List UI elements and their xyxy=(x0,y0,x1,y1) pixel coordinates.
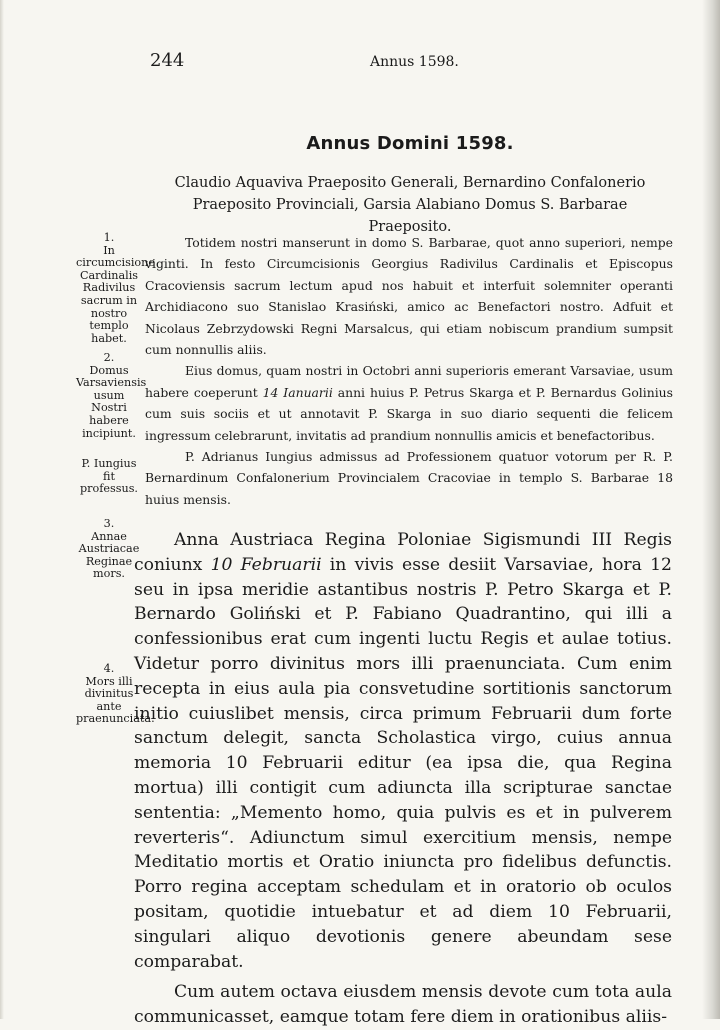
page-edge-left xyxy=(0,0,4,1019)
running-head xyxy=(150,50,650,72)
margin-note-2 xyxy=(76,351,147,440)
margin-note-text: P. Iungius fit professus. xyxy=(80,457,138,496)
margin-note-5 xyxy=(76,662,155,726)
margin-note-1 xyxy=(76,231,155,345)
page-number: 244 xyxy=(150,50,185,71)
margin-note-text: Domus Varsaviensis usum Nostri habere incipiunt. xyxy=(76,363,147,440)
body-large xyxy=(134,528,672,1030)
running-title: Annus 1598. xyxy=(370,54,459,70)
margin-note-4 xyxy=(76,518,142,581)
margin-note-number: 4. xyxy=(103,662,115,675)
chapter-title: Annus Domini 1598. xyxy=(306,133,514,154)
chapter-subtitle: Claudio Aquaviva Praeposito Generali, Bernardino Confalonerio Praeposito Provinciali, Garsia Alabiano Domus S. Barbarae Praeposito. xyxy=(174,175,646,235)
margin-note-number: 2. xyxy=(103,351,115,364)
margin-note-3 xyxy=(76,458,142,496)
margin-note-text: Mors illi divinitus ante praenunciata. xyxy=(76,674,155,726)
paragraph-4: Anna Austriaca Regina Poloniae Sigismundi III Regis coniunx 10 Februarii in vivis esse desiit Varsaviae, hora 12 seu in ipsa meridie astantibus nostris P. Petro Skarga et P. Bernardo Goliński et P. Fabiano Quadrantino, qui illi a confessionibus erat cum ingenti luctu Regis et aulae totius. Videtur porro divinitus mors illi praenunciata. Cum enim recepta in eius aula pia consvetudine sortitionis sanctorum initio cuiuslibet mensis, circa primum Februarii dum forte sanctum delegit, sancta Scholastica virgo, cuius annua memoria 10 Februarii editur (ea ipsa die, qua Regina mortua) illi contigit cum adiuncta illa scripturae sanctae sententia: „Memento homo, quia pulvis es et in pulverem reverteris“. Adiunctum simul exercitium mensis, nempe Meditatio mortis et Oratio iniuncta pro fidelibus defunctis. Porro regina acceptam schedulam et in oratorio ob oculos positam, quotidie intuebatur et ad diem 10 Februarii, singulari aliquo devotionis genere abeundam sese comparabat. xyxy=(134,530,672,972)
margin-note-number: 1. xyxy=(103,231,115,244)
margin-note-text: Annae Austriacae Reginae mors. xyxy=(78,529,140,581)
margin-note-text: In circumcisione Cardinalis Radivilus sacrum in nostro templo habet. xyxy=(76,243,155,345)
margin-note-number: 3. xyxy=(103,517,115,530)
body-small xyxy=(145,232,673,510)
paragraph-2: Eius domus, quam nostri in Octobri anni superioris emerant Varsaviae, usum habere coeperunt 14 Ianuarii anni huius P. Petrus Skarga et P. Bernardus Golinius cum suis sociis et ut annotavit P. Skarga in suo diario sequenti die felicem ingressum celebrarunt, invitatis ad prandium nonnullis amicis et benefactoribus. xyxy=(145,363,674,443)
paragraph-5: Cum autem octava eiusdem mensis devote cum tota aula communicasset, eamque totam fere diem in orationibus aliis- xyxy=(134,982,672,1028)
paragraph-1: Totidem nostri manserunt in domo S. Barbarae, quot anno superiori, nempe viginti. In festo Circumcisionis Georgius Radivilus Cardinalis et Episcopus Cracoviensis sacrum lectum apud nos habuit et interfuit solemniter operanti Archidiacono suo Stanislao Krasiński, amico ac Benefactori nostro. Adfuit et Nicolaus Zebrzydowski Regni Marsalcus, qui etiam nobiscum prandium sumpsit cum nonnullis aliis. xyxy=(145,235,673,358)
page-edge-right xyxy=(702,0,720,1019)
paragraph-3: P. Adrianus Iungius admissus ad Professionem quatuor votorum per R. P. Bernardinum Confalonerium Provincialem Cracoviae in templo S. Barbarae 18 huius mensis. xyxy=(145,449,673,507)
